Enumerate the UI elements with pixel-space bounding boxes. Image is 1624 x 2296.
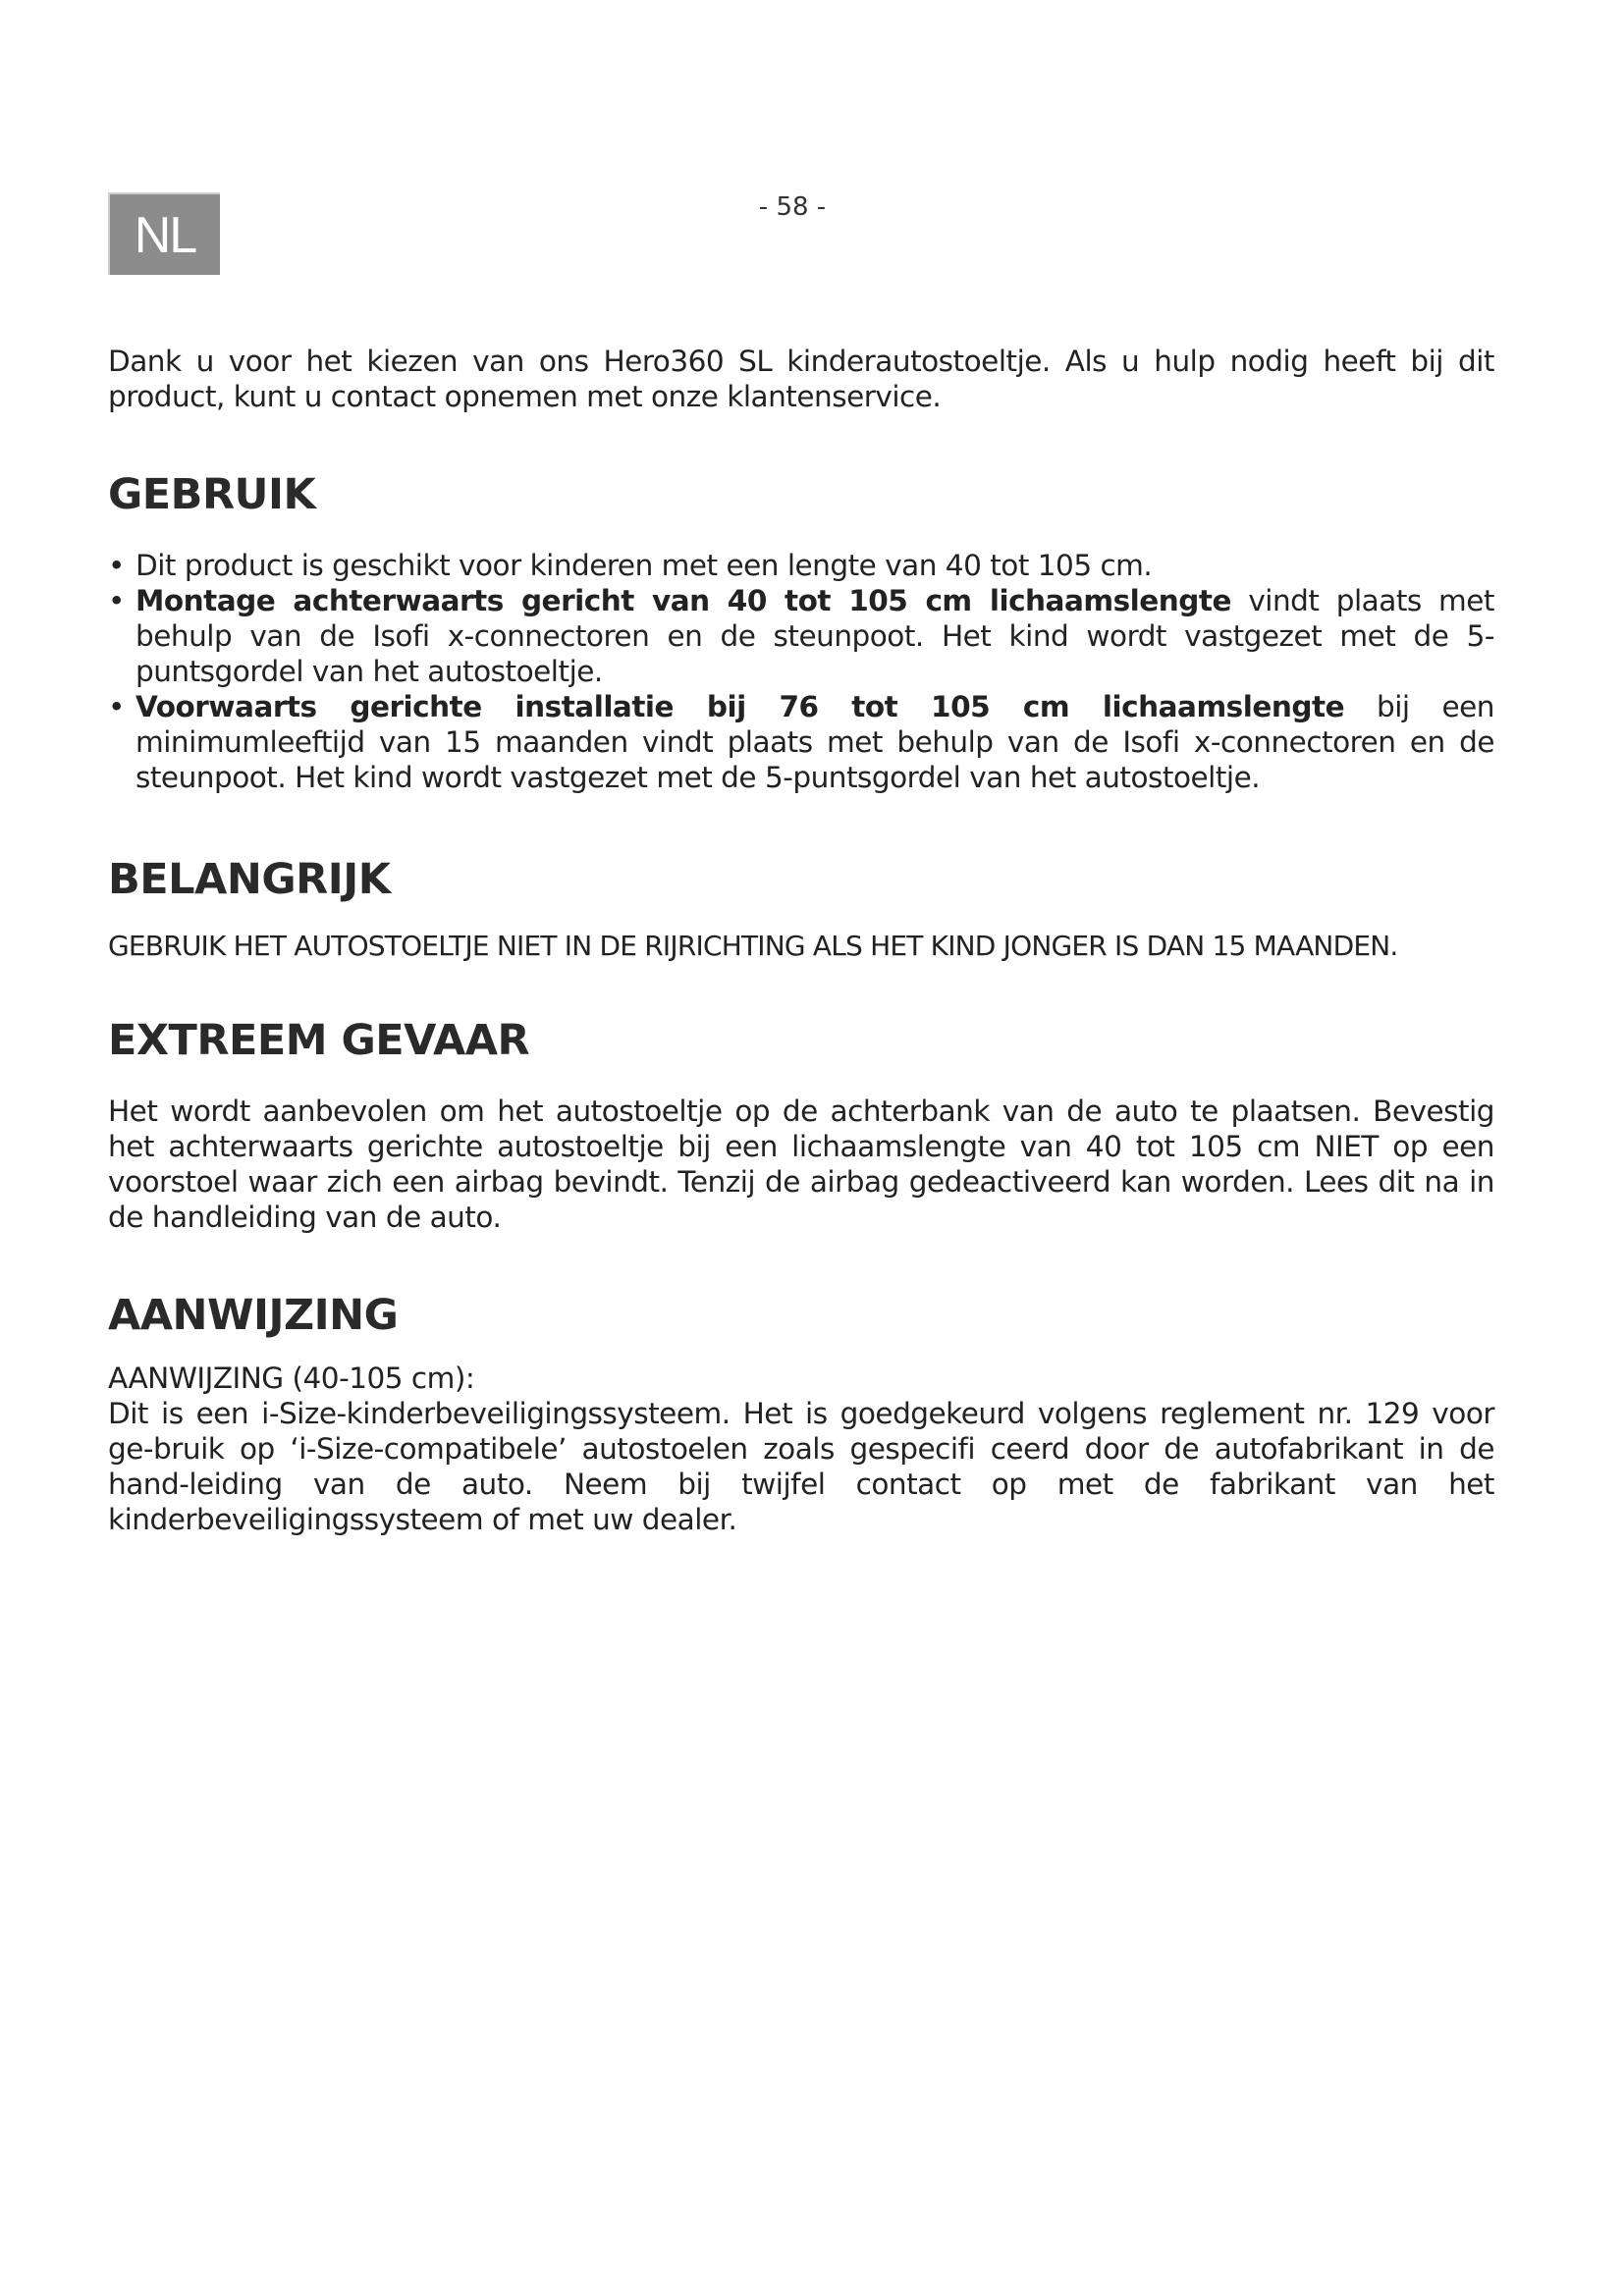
gebruik-list bbox=[108, 548, 1494, 795]
belangrijk-text: GEBRUIK HET AUTOSTOELTJE NIET IN DE RIJRICHTING ALS HET KIND JONGER IS DAN 15 MAANDEN. bbox=[108, 930, 1398, 962]
list-item-text: vindt plaats met behulp van de Isofi x-connectoren en de steunpoot. Het kind wordt vastgezet met de 5-puntsgordel van het autostoeltje. bbox=[135, 584, 1494, 688]
extreem-gevaar-text: Het wordt aanbevolen om het autostoeltje op de achterbank van de auto te plaatsen. Bevestig het achterwaarts gerichte autostoeltje bij een lichaamslengte van 40 tot 105 cm NIET op een voorstoel waar zich een airbag bevindt. Tenzij de airbag gedeactiveerd kan worden. Lees dit na in de handleiding van de auto. bbox=[108, 1095, 1494, 1234]
list-item-text: bij een minimumleeftijd van 15 maanden vindt plaats met behulp van de Isofi x-connectoren en de steunpoot. Het kind wordt vastgezet met de 5-puntsgordel van het autostoeltje. bbox=[135, 690, 1494, 794]
language-badge: NL bbox=[108, 192, 220, 275]
intro-paragraph: Dank u voor het kiezen van ons Hero360 SL kinderautostoeltje. Als u hulp nodig heeft bij dit product, kunt u contact opnemen met onze klantenservice. bbox=[108, 345, 1494, 413]
aanwijzing-heading: AANWIJZING bbox=[108, 1291, 399, 1340]
list-item bbox=[108, 548, 1494, 583]
bullet-icon: • bbox=[108, 549, 125, 582]
list-item-text: Dit product is geschikt voor kinderen met een lengte van 40 tot 105 cm. bbox=[135, 549, 1153, 582]
aanwijzing-text: Dit is een i-Size-kinderbeveiligingssysteem. Het is goedgekeurd volgens reglement nr. 129 voor ge-bruik op ‘i-Size-compatibele’ autostoelen zoals gespecifi ceerd door de autofabrikant in de hand-leiding van de auto. Neem bij twijfel contact op met de fabrikant van het kinderbeveiligingssysteem of met uw dealer. bbox=[108, 1397, 1494, 1536]
aanwijzing-subtitle: AANWIJZING (40-105 cm): bbox=[108, 1362, 475, 1395]
belangrijk-heading: BELANGRIJK bbox=[108, 855, 391, 904]
list-item bbox=[108, 689, 1494, 795]
list-item-bold: Montage achterwaarts gericht van 40 tot 105 cm lichaamslengte bbox=[135, 584, 1232, 617]
page-number: - 58 - bbox=[758, 192, 827, 222]
list-item-bold: Voorwaarts gerichte installatie bij 76 tot 105 cm lichaamslengte bbox=[135, 690, 1345, 723]
document-content bbox=[108, 344, 1494, 1537]
list-item bbox=[108, 583, 1494, 689]
bullet-icon: • bbox=[108, 584, 125, 617]
extreem-gevaar-heading: EXTREEM GEVAAR bbox=[108, 1016, 530, 1065]
bullet-icon: • bbox=[108, 690, 125, 723]
gebruik-heading: GEBRUIK bbox=[108, 470, 316, 519]
